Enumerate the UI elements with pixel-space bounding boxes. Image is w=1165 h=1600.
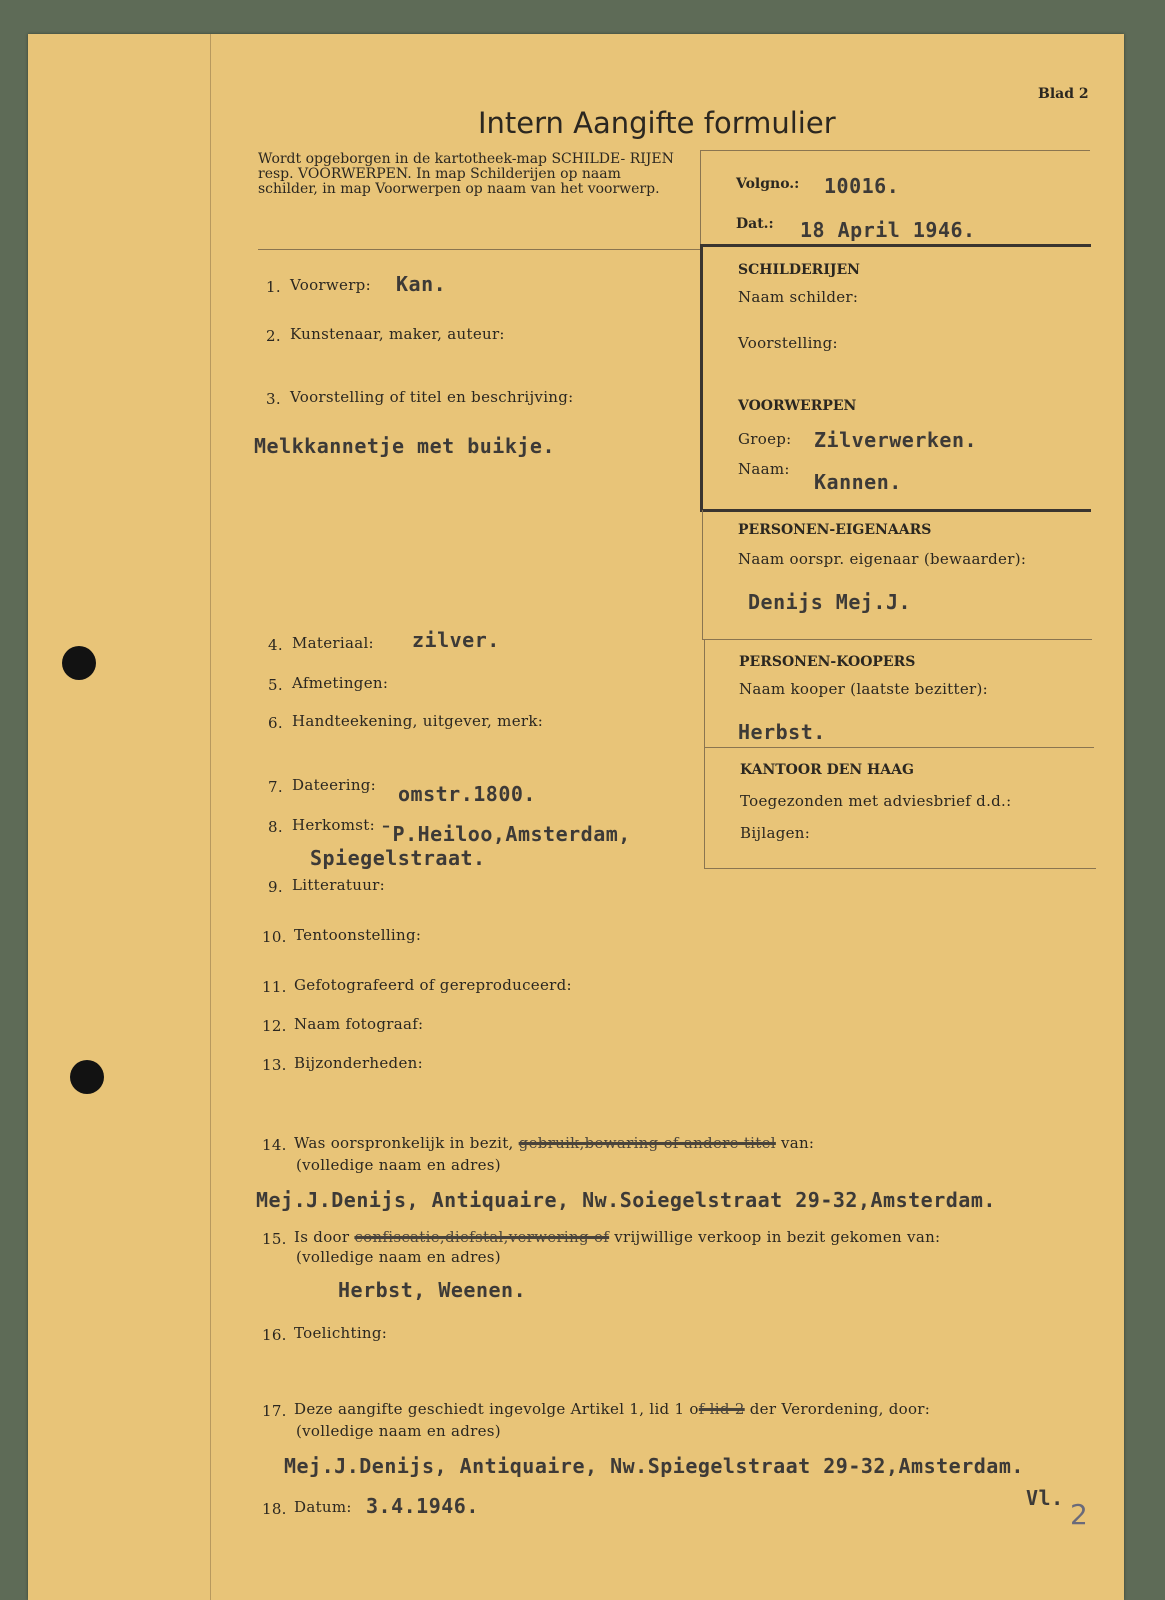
field-15-value: Herbst, Weenen.	[338, 1278, 527, 1302]
field-17-value: Mej.J.Denijs, Antiquaire, Nw.Spiegelstraat 29-32,Amsterdam.	[284, 1454, 1024, 1478]
field-15-label-a: Is door	[294, 1228, 350, 1246]
field-6-label: Handteekening, uitgever, merk:	[292, 712, 544, 730]
kantoor-left-line	[704, 748, 705, 868]
field-5-label: Afmetingen:	[292, 674, 389, 692]
header-top-line	[700, 150, 1090, 151]
field-17-sublabel: (volledige naam en adres)	[296, 1422, 501, 1440]
groep-label: Groep:	[738, 430, 792, 448]
eigenaars-heading: PERSONEN-EIGENAARS	[738, 522, 932, 538]
sheet-number: Blad 2	[1038, 86, 1089, 102]
field-18-value: 3.4.1946.	[366, 1494, 479, 1518]
margin-line	[210, 34, 211, 1600]
koopers-heading: PERSONEN-KOOPERS	[739, 654, 916, 670]
field-9-label: Litteratuur:	[292, 876, 385, 894]
field-14-number: 14.	[262, 1136, 287, 1154]
date-value: 18 April 1946.	[800, 218, 976, 242]
koopers-bottom-line	[704, 747, 1094, 748]
field-18-number: 18.	[262, 1500, 287, 1518]
page-mark: 2	[1070, 1498, 1088, 1531]
bijlagen-label: Bijlagen:	[740, 824, 811, 842]
punch-hole-top	[62, 646, 96, 680]
field-5-number: 5.	[268, 676, 283, 694]
page-title: Intern Aangifte formulier	[478, 106, 836, 140]
field-7-number: 7.	[268, 778, 283, 796]
form-sheet	[28, 34, 1124, 1600]
field-11-number: 11.	[262, 978, 287, 996]
field-17-label	[294, 1400, 930, 1418]
koopers-label: Naam kooper (laatste bezitter):	[739, 680, 988, 698]
voorstelling-label: Voorstelling:	[738, 334, 838, 352]
koopers-left-line	[704, 640, 705, 748]
field-10-number: 10.	[262, 928, 287, 946]
field-17-struck-text: f lid 2	[698, 1400, 745, 1418]
eigenaars-value: Denijs Mej.J.	[748, 590, 912, 614]
date-label: Dat.:	[736, 216, 774, 232]
volgno-value: 10016.	[824, 174, 900, 198]
field-10-label: Tentoonstelling:	[294, 926, 422, 944]
field-11-label: Gefotografeerd of gereproduceerd:	[294, 976, 572, 994]
groep-value: Zilverwerken.	[814, 428, 978, 452]
field-8-value-line-1: ¯P.Heiloo,Amsterdam,	[380, 822, 631, 846]
field-9-number: 9.	[268, 878, 283, 896]
field-4-label: Materiaal:	[292, 634, 374, 652]
signature-initials: Vl.	[1026, 1486, 1064, 1510]
header-bottom-line	[258, 249, 700, 250]
eigenaars-bottom-line	[702, 639, 1092, 640]
kantoor-heading: KANTOOR DEN HAAG	[740, 762, 914, 778]
field-15-label	[294, 1228, 940, 1246]
koopers-value: Herbst.	[738, 720, 826, 744]
field-14-sublabel: (volledige naam en adres)	[296, 1156, 501, 1174]
field-6-number: 6.	[268, 714, 283, 732]
field-15-number: 15.	[262, 1230, 287, 1248]
field-13-number: 13.	[262, 1056, 287, 1074]
field-17-label-a: Deze aangifte geschiedt ingevolge Artikel 1, lid 1 o	[294, 1400, 699, 1418]
field-3-label: Voorstelling of titel en beschrijving:	[290, 388, 574, 406]
volgno-label: Volgno.:	[736, 176, 800, 192]
schilderijen-heading: SCHILDERIJEN	[738, 262, 860, 278]
eigenaars-left-line	[702, 510, 703, 640]
field-14-label-a: Was oorspronkelijk in bezit,	[294, 1134, 514, 1152]
field-12-label: Naam fotograaf:	[294, 1015, 424, 1033]
header-divider	[700, 150, 701, 246]
kantoor-bottom-line	[704, 868, 1096, 869]
field-16-label: Toelichting:	[294, 1324, 388, 1342]
field-3-number: 3.	[266, 390, 281, 408]
field-17-number: 17.	[262, 1402, 287, 1420]
field-13-label: Bijzonderheden:	[294, 1054, 423, 1072]
toegezonden-label: Toegezonden met adviesbrief d.d.:	[740, 792, 1012, 810]
field-14-label-b: van:	[780, 1134, 815, 1152]
field-1-value: Kan.	[396, 272, 447, 296]
field-15-struck-text: confiscatie,diefstal,verwering of	[354, 1228, 610, 1246]
field-16-number: 16.	[262, 1326, 287, 1344]
punch-hole-bottom	[70, 1060, 104, 1094]
intro-text: Wordt opgeborgen in de kartotheek-map SCHILDE- RIJEN resp. VOORWERPEN. In map Schilderijen op naam schilder, in map Voorwerpen op naam van het voorwerp.	[258, 151, 674, 197]
field-14-label	[294, 1134, 814, 1152]
field-15-label-b: vrijwillige verkoop in bezit gekomen van:	[614, 1228, 941, 1246]
field-2-label: Kunstenaar, maker, auteur:	[290, 325, 505, 343]
field-17-label-b: der Verordening, door:	[749, 1400, 931, 1418]
field-3-value: Melkkannetje met buikje.	[254, 434, 555, 458]
field-7-label: Dateering:	[292, 776, 377, 794]
field-18-label: Datum:	[294, 1498, 352, 1516]
eigenaars-label: Naam oorspr. eigenaar (bewaarder):	[738, 550, 1027, 568]
naam-schilder-label: Naam schilder:	[738, 288, 859, 306]
field-14-value: Mej.J.Denijs, Antiquaire, Nw.Soiegelstraat 29-32,Amsterdam.	[256, 1188, 996, 1212]
field-15-sublabel: (volledige naam en adres)	[296, 1248, 501, 1266]
field-1-label: Voorwerp:	[290, 276, 371, 294]
field-8-value-line-2: Spiegelstraat.	[310, 846, 486, 870]
field-7-value: omstr.1800.	[398, 782, 536, 806]
field-14-struck-text: gebruik,bewaring of andere titel	[518, 1134, 776, 1152]
field-1-number: 1.	[266, 278, 281, 296]
field-8-label: Herkomst:	[292, 816, 375, 834]
voorwerpen-heading: VOORWERPEN	[738, 398, 857, 414]
field-8-number: 8.	[268, 818, 283, 836]
naam-value: Kannen.	[814, 470, 902, 494]
field-4-value: zilver.	[412, 628, 500, 652]
naam-label: Naam:	[738, 460, 790, 478]
field-4-number: 4.	[268, 636, 283, 654]
field-2-number: 2.	[266, 327, 281, 345]
field-12-number: 12.	[262, 1017, 287, 1035]
